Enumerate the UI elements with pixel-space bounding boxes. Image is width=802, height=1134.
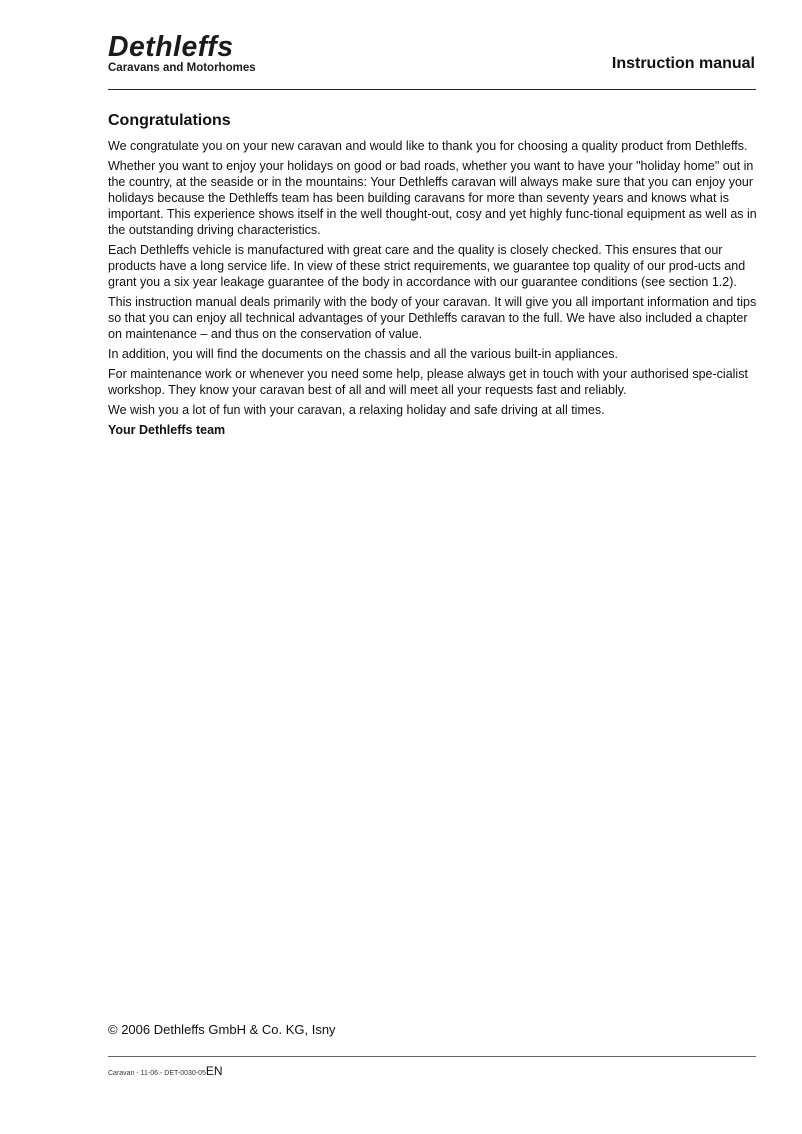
language-code: EN [205, 1064, 223, 1078]
paragraph: We wish you a lot of fun with your caravan, a relaxing holiday and safe driving at all times. [108, 403, 605, 417]
page-header-title: Instruction manual [611, 55, 755, 72]
logo-tagline: Caravans and Motorhomes [108, 62, 256, 74]
main-content [108, 111, 758, 438]
paragraph: Whether you want to enjoy your holidays on good or bad roads, whether you want to have your "holiday home" out in the country, at the seaside or in the mountains: Your Dethleffs caravan will always make sure that you can enjoy your holidays because the Dethleffs team has been building caravans for more than seventy years and knows what is important. This experience shows itself in the well thought-out, cosy and yet highly func-tional equipment as well as in the outstanding driving characteristics. [108, 159, 757, 237]
dethleffs-logo [108, 32, 256, 74]
footer-divider [108, 1056, 756, 1057]
header-divider [108, 89, 756, 90]
document-code [108, 1064, 223, 1078]
section-heading: Congratulations [108, 112, 231, 129]
logo-wordmark: Dethleffs [108, 31, 234, 63]
paragraph: For maintenance work or whenever you need some help, please always get in touch with your authorised spe-cialist workshop. They know your caravan best of all and will meet all your requests fast and reliably. [108, 367, 748, 397]
paragraph: Each Dethleffs vehicle is manufactured with great care and the quality is closely checked. This ensures that our products have a long service life. In view of these strict requirements, we guarantee top quality of our prod-ucts and grant you a six year leakage guarantee of the body in accordance with our guarantee conditions (see section 1.2). [108, 243, 746, 289]
document-code-text: Caravan - 11-06 - DET-0030-05 [108, 1070, 206, 1077]
paragraph: This instruction manual deals primarily with the body of your caravan. It will give you all important information and tips so that you can enjoy all technical advantages of your Dethleffs caravan to the full. We have also included a chapter on maintenance – and thus on the conservation of value. [108, 295, 757, 341]
signoff: Your Dethleffs team [108, 423, 226, 437]
copyright-notice: © 2006 Dethleffs GmbH & Co. KG, Isny [108, 1022, 336, 1037]
paragraph: In addition, you will find the documents on the chassis and all the various built-in appliances. [108, 347, 619, 361]
paragraph: We congratulate you on your new caravan and would like to thank you for choosing a quality product from Dethleffs. [108, 139, 748, 153]
